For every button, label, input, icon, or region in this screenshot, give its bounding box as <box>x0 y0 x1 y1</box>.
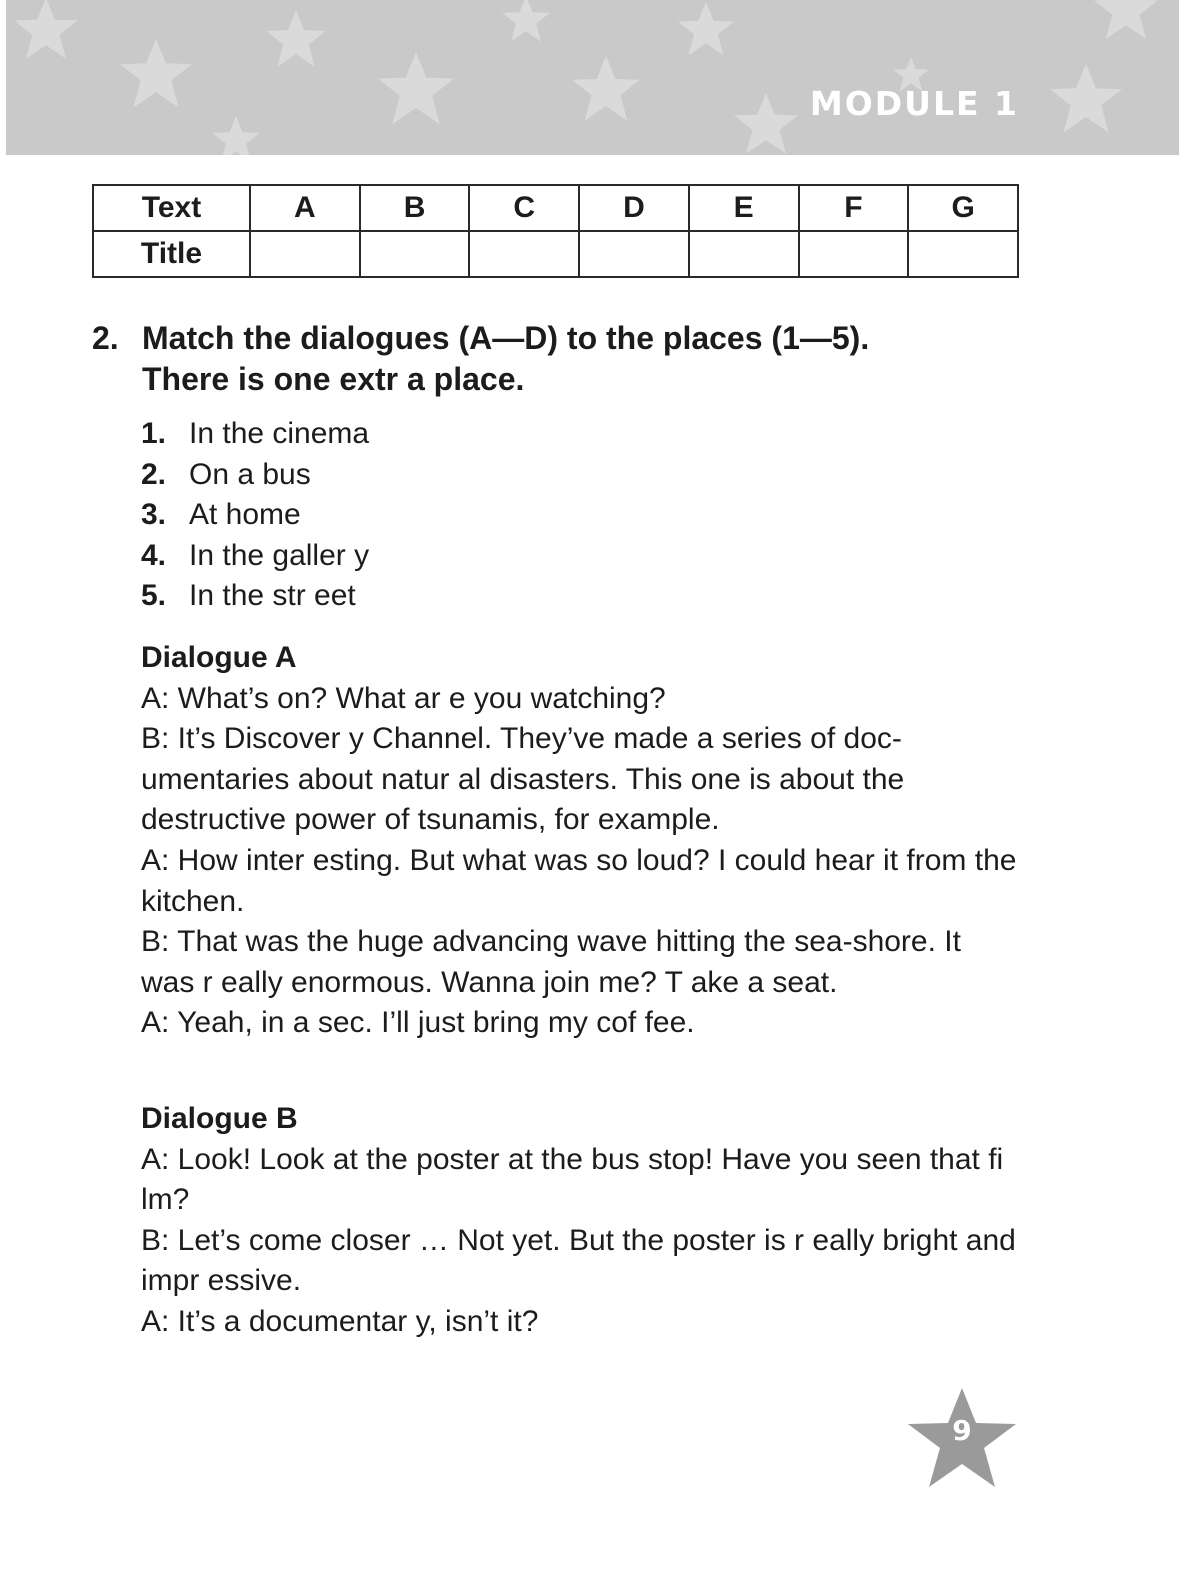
place-number: 5. <box>141 579 167 612</box>
dialogue-line: A: Look! Look at the poster at the bus stop! Have you seen that fi lm? <box>141 1142 1004 1217</box>
module-header-banner <box>6 0 1179 155</box>
answer-cell[interactable] <box>469 231 579 277</box>
column-letter: F <box>799 185 909 231</box>
place-text: In the cinema <box>189 417 370 450</box>
dialogue-line: B: It’s Discover y Channel. They’ve made a series of doc-umentaries about natur al disasters. This one is about the destructive power of tsunamis, for example. <box>141 722 905 837</box>
place-number: 2. <box>141 457 167 491</box>
column-letter: B <box>360 185 470 231</box>
place-number: 3. <box>141 498 167 531</box>
task-line-1: Match the dialogues (A—D) to the places (1—5). <box>142 320 870 356</box>
dialogue-line: B: That was the huge advancing wave hitting the sea-shore. It was r eally enormous. Wanna join me? T ake a seat. <box>141 925 961 999</box>
answer-grid <box>92 184 1019 278</box>
answer-cell[interactable] <box>689 231 799 277</box>
dialogue-title: Dialogue A <box>141 641 297 674</box>
column-letter: E <box>689 185 799 231</box>
place-number: 1. <box>141 417 167 450</box>
table-row <box>93 231 1018 277</box>
list-item <box>141 414 369 455</box>
dialogue-title: Dialogue B <box>141 1102 298 1135</box>
column-letter: C <box>469 185 579 231</box>
list-item <box>141 576 369 617</box>
place-number: 4. <box>141 538 167 572</box>
star-pattern-decoration <box>6 0 1179 155</box>
dialogue-line: A: Yeah, in a sec. I’ll just bring my cof fee. <box>141 1006 695 1040</box>
row-label-text: Text <box>93 185 250 231</box>
answer-cell[interactable] <box>799 231 909 277</box>
place-text: In the str eet <box>189 579 356 612</box>
list-item <box>141 455 369 496</box>
place-text: At home <box>189 498 301 531</box>
task-number: 2. <box>92 320 119 356</box>
list-item <box>141 495 369 536</box>
column-letter: D <box>579 185 689 231</box>
page-number: 9 <box>952 1414 972 1447</box>
row-label-title: Title <box>93 231 250 277</box>
task-instruction <box>92 318 1052 400</box>
dialogue-line: A: It’s a documentar y, isn’t it? <box>141 1304 539 1338</box>
answer-cell[interactable] <box>250 231 360 277</box>
table-row <box>93 185 1018 231</box>
dialogue-line: A: How inter esting. But what was so loud? I could hear it from the kitchen. <box>141 843 1017 918</box>
answer-cell[interactable] <box>579 231 689 277</box>
column-letter: A <box>250 185 360 231</box>
dialogue-a <box>141 638 1021 1044</box>
list-item <box>141 536 369 577</box>
module-title: MODULE 1 <box>809 84 1019 123</box>
dialogue-line: B: Let’s come closer … Not yet. But the poster is r eally bright and impr essive. <box>141 1223 1016 1298</box>
answer-cell[interactable] <box>908 231 1018 277</box>
task-line-2: There is one extr a place. <box>142 361 525 397</box>
answer-cell[interactable] <box>360 231 470 277</box>
dialogue-b <box>141 1099 1021 1343</box>
place-text: On a bus <box>189 457 311 491</box>
column-letter: G <box>908 185 1018 231</box>
places-list <box>141 414 369 617</box>
place-text: In the galler y <box>189 538 370 572</box>
dialogue-line: A: What’s on? What ar e you watching? <box>141 681 666 715</box>
